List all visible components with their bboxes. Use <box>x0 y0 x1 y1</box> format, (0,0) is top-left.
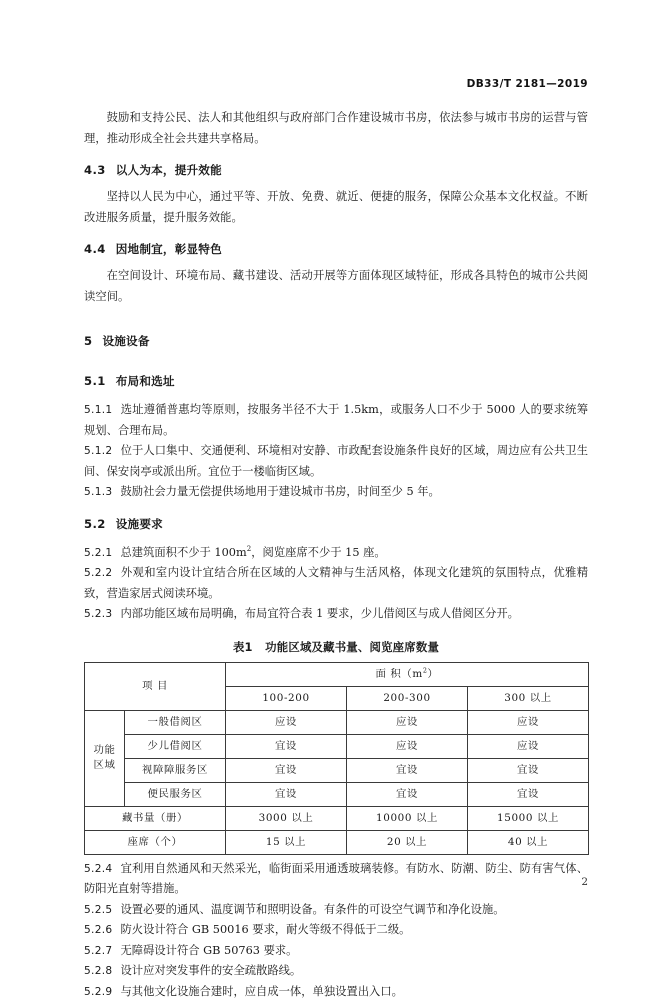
clause-5-2-5 <box>84 900 588 921</box>
clause-5-2-8-text: 设计应对突发事件的安全疏散路线。 <box>120 964 301 977</box>
row-value: 10000 以上 <box>347 806 468 830</box>
page-number: 2 <box>581 876 588 888</box>
row-value: 应设 <box>468 734 589 758</box>
table-header-range-3: 300 以上 <box>468 686 589 710</box>
heading-5-2-title: 设施要求 <box>116 517 163 531</box>
heading-4-4 <box>84 239 588 259</box>
table-group-label-function-area <box>85 710 125 806</box>
clause-5-1-1-text: 选址遵循普惠均等原则，按服务半径不大于 1.5km，或服务人口不少于 5000 人的要求统筹规划、合理布局。 <box>84 403 588 437</box>
table-header-range-1: 100-200 <box>226 686 347 710</box>
row-value: 宜设 <box>347 782 468 806</box>
page-content <box>84 108 588 1002</box>
clause-5-1-1-number: 5.1.1 <box>84 404 112 416</box>
table-row <box>85 782 589 806</box>
heading-4-4-number: 4.4 <box>84 242 106 256</box>
row-value: 应设 <box>347 734 468 758</box>
table-functional-areas <box>84 662 589 855</box>
clause-5-2-1-number: 5.2.1 <box>84 547 112 559</box>
clause-5-2-1-text-before: 总建筑面积不少于 100m <box>120 546 246 559</box>
heading-5-1-title: 布局和选址 <box>116 374 175 388</box>
table-1-caption-label: 表1 <box>233 640 253 654</box>
table-header-area <box>226 662 589 686</box>
group-label-line-1: 功能 <box>94 744 116 756</box>
row-value: 应设 <box>347 710 468 734</box>
clause-5-2-8 <box>84 961 588 982</box>
clause-5-2-7 <box>84 941 588 962</box>
row-value: 宜设 <box>226 758 347 782</box>
clause-5-2-8-number: 5.2.8 <box>84 965 112 977</box>
clause-5-2-6 <box>84 920 588 941</box>
clause-5-2-7-number: 5.2.7 <box>84 945 112 957</box>
clause-5-2-6-number: 5.2.6 <box>84 924 112 936</box>
clause-5-2-7-text: 无障碍设计符合 GB 50763 要求。 <box>120 944 297 957</box>
row-value: 3000 以上 <box>226 806 347 830</box>
clause-5-2-5-text: 设置必要的通风、温度调节和照明设备。有条件的可设空气调节和净化设施。 <box>120 903 504 916</box>
heading-5-2 <box>84 514 588 534</box>
clause-5-2-3-number: 5.2.3 <box>84 608 112 620</box>
clause-5-2-4 <box>84 859 588 900</box>
clause-5-2-1 <box>84 543 588 564</box>
clause-5-2-4-number: 5.2.4 <box>84 863 112 875</box>
heading-5-1 <box>84 371 588 391</box>
row-value: 宜设 <box>347 758 468 782</box>
row-value: 15000 以上 <box>468 806 589 830</box>
heading-4-3-title: 以人为本，提升效能 <box>116 163 222 177</box>
row-value: 20 以上 <box>347 830 468 854</box>
row-name: 视障障服务区 <box>125 758 226 782</box>
row-name: 一般借阅区 <box>125 710 226 734</box>
clause-5-2-6-text: 防火设计符合 GB 50016 要求，耐火等级不得低于二级。 <box>120 923 410 936</box>
table-1-caption <box>84 639 588 655</box>
row-value: 宜设 <box>226 782 347 806</box>
row-value: 15 以上 <box>226 830 347 854</box>
clause-5-1-3-text: 鼓励社会力量无偿提供场地用于建设城市书房，时间至少 5 年。 <box>120 485 439 498</box>
running-header-standard-code: DB33/T 2181—2019 <box>467 78 588 90</box>
table-row <box>85 806 589 830</box>
table-header-row-1 <box>85 662 589 686</box>
row-name: 少儿借阅区 <box>125 734 226 758</box>
paragraph-4-4: 在空间设计、环境布局、藏书建设、活动开展等方面体现区域特征，形成各具特色的城市公共阅读空间。 <box>84 266 588 307</box>
clause-5-2-2-number: 5.2.2 <box>84 567 112 579</box>
clause-5-2-3-text: 内部功能区域布局明确，布局宜符合表 1 要求，少儿借阅区与成人借阅区分开。 <box>120 607 518 620</box>
row-name: 便民服务区 <box>125 782 226 806</box>
intro-paragraph: 鼓励和支持公民、法人和其他组织与政府部门合作建设城市书房，依法参与城市书房的运营与管理，推动形成全社会共建共享格局。 <box>84 108 588 149</box>
clause-5-1-2-number: 5.1.2 <box>84 445 112 457</box>
row-name: 座席（个） <box>85 830 226 854</box>
group-label-line-2: 区域 <box>94 759 116 771</box>
table-1-caption-title: 功能区域及藏书量、阅览座席数量 <box>265 640 439 654</box>
heading-5-title: 设施设备 <box>102 334 149 348</box>
clause-5-1-1 <box>84 400 588 441</box>
heading-5-2-number: 5.2 <box>84 517 106 531</box>
clause-5-2-9-text: 与其他文化设施合建时，应自成一体，单独设置出入口。 <box>120 985 402 998</box>
paragraph-4-3: 坚持以人民为中心，通过平等、开放、免费、就近、便捷的服务，保障公众基本文化权益。不断改进服务质量，提升服务效能。 <box>84 187 588 228</box>
table-header-area-label: 面 积（m <box>376 668 423 680</box>
table-header-area-tail: ） <box>428 668 439 680</box>
clause-5-2-9 <box>84 982 588 1002</box>
table-row <box>85 734 589 758</box>
heading-5-number: 5 <box>84 334 92 348</box>
table-header-range-2: 200-300 <box>347 686 468 710</box>
clause-5-1-2-text: 位于人口集中、交通便利、环境相对安静、市政配套设施条件良好的区域，周边应有公共卫生间、保安岗亭或派出所。宜位于一楼临街区域。 <box>84 444 588 478</box>
row-value: 应设 <box>468 710 589 734</box>
clause-5-1-3 <box>84 482 588 503</box>
clause-5-2-1-text-after: ，阅览座席不少于 15 座。 <box>251 546 386 559</box>
heading-4-3-number: 4.3 <box>84 163 106 177</box>
clause-5-2-1-superscript: 2 <box>247 545 251 553</box>
row-name: 藏书量（册） <box>85 806 226 830</box>
heading-4-3 <box>84 160 588 180</box>
row-value: 宜设 <box>468 782 589 806</box>
clause-5-1-2 <box>84 441 588 482</box>
clause-5-2-4-text: 宜利用自然通风和天然采光，临街面采用通透玻璃装修。有防水、防潮、防尘、防有害气体、防阳光直射等措施。 <box>84 862 588 896</box>
clause-5-2-2-text: 外观和室内设计宜结合所在区域的人文精神与生活风格，体现文化建筑的氛围特点，优雅精致，营造家居式阅读环境。 <box>84 566 588 600</box>
row-value: 宜设 <box>468 758 589 782</box>
clause-5-2-5-number: 5.2.5 <box>84 904 112 916</box>
heading-5 <box>84 331 588 351</box>
table-row <box>85 710 589 734</box>
clause-5-2-2 <box>84 563 588 604</box>
heading-5-1-number: 5.1 <box>84 374 106 388</box>
row-value: 宜设 <box>226 734 347 758</box>
table-header-area-superscript: 2 <box>423 666 428 674</box>
clause-5-1-3-number: 5.1.3 <box>84 486 112 498</box>
row-value: 40 以上 <box>468 830 589 854</box>
heading-4-4-title: 因地制宜，彰显特色 <box>116 242 222 256</box>
clause-5-2-9-number: 5.2.9 <box>84 986 112 998</box>
table-header-item: 项 目 <box>85 662 226 710</box>
table-row <box>85 758 589 782</box>
table-row <box>85 830 589 854</box>
clause-5-2-3 <box>84 604 588 625</box>
row-value: 应设 <box>226 710 347 734</box>
